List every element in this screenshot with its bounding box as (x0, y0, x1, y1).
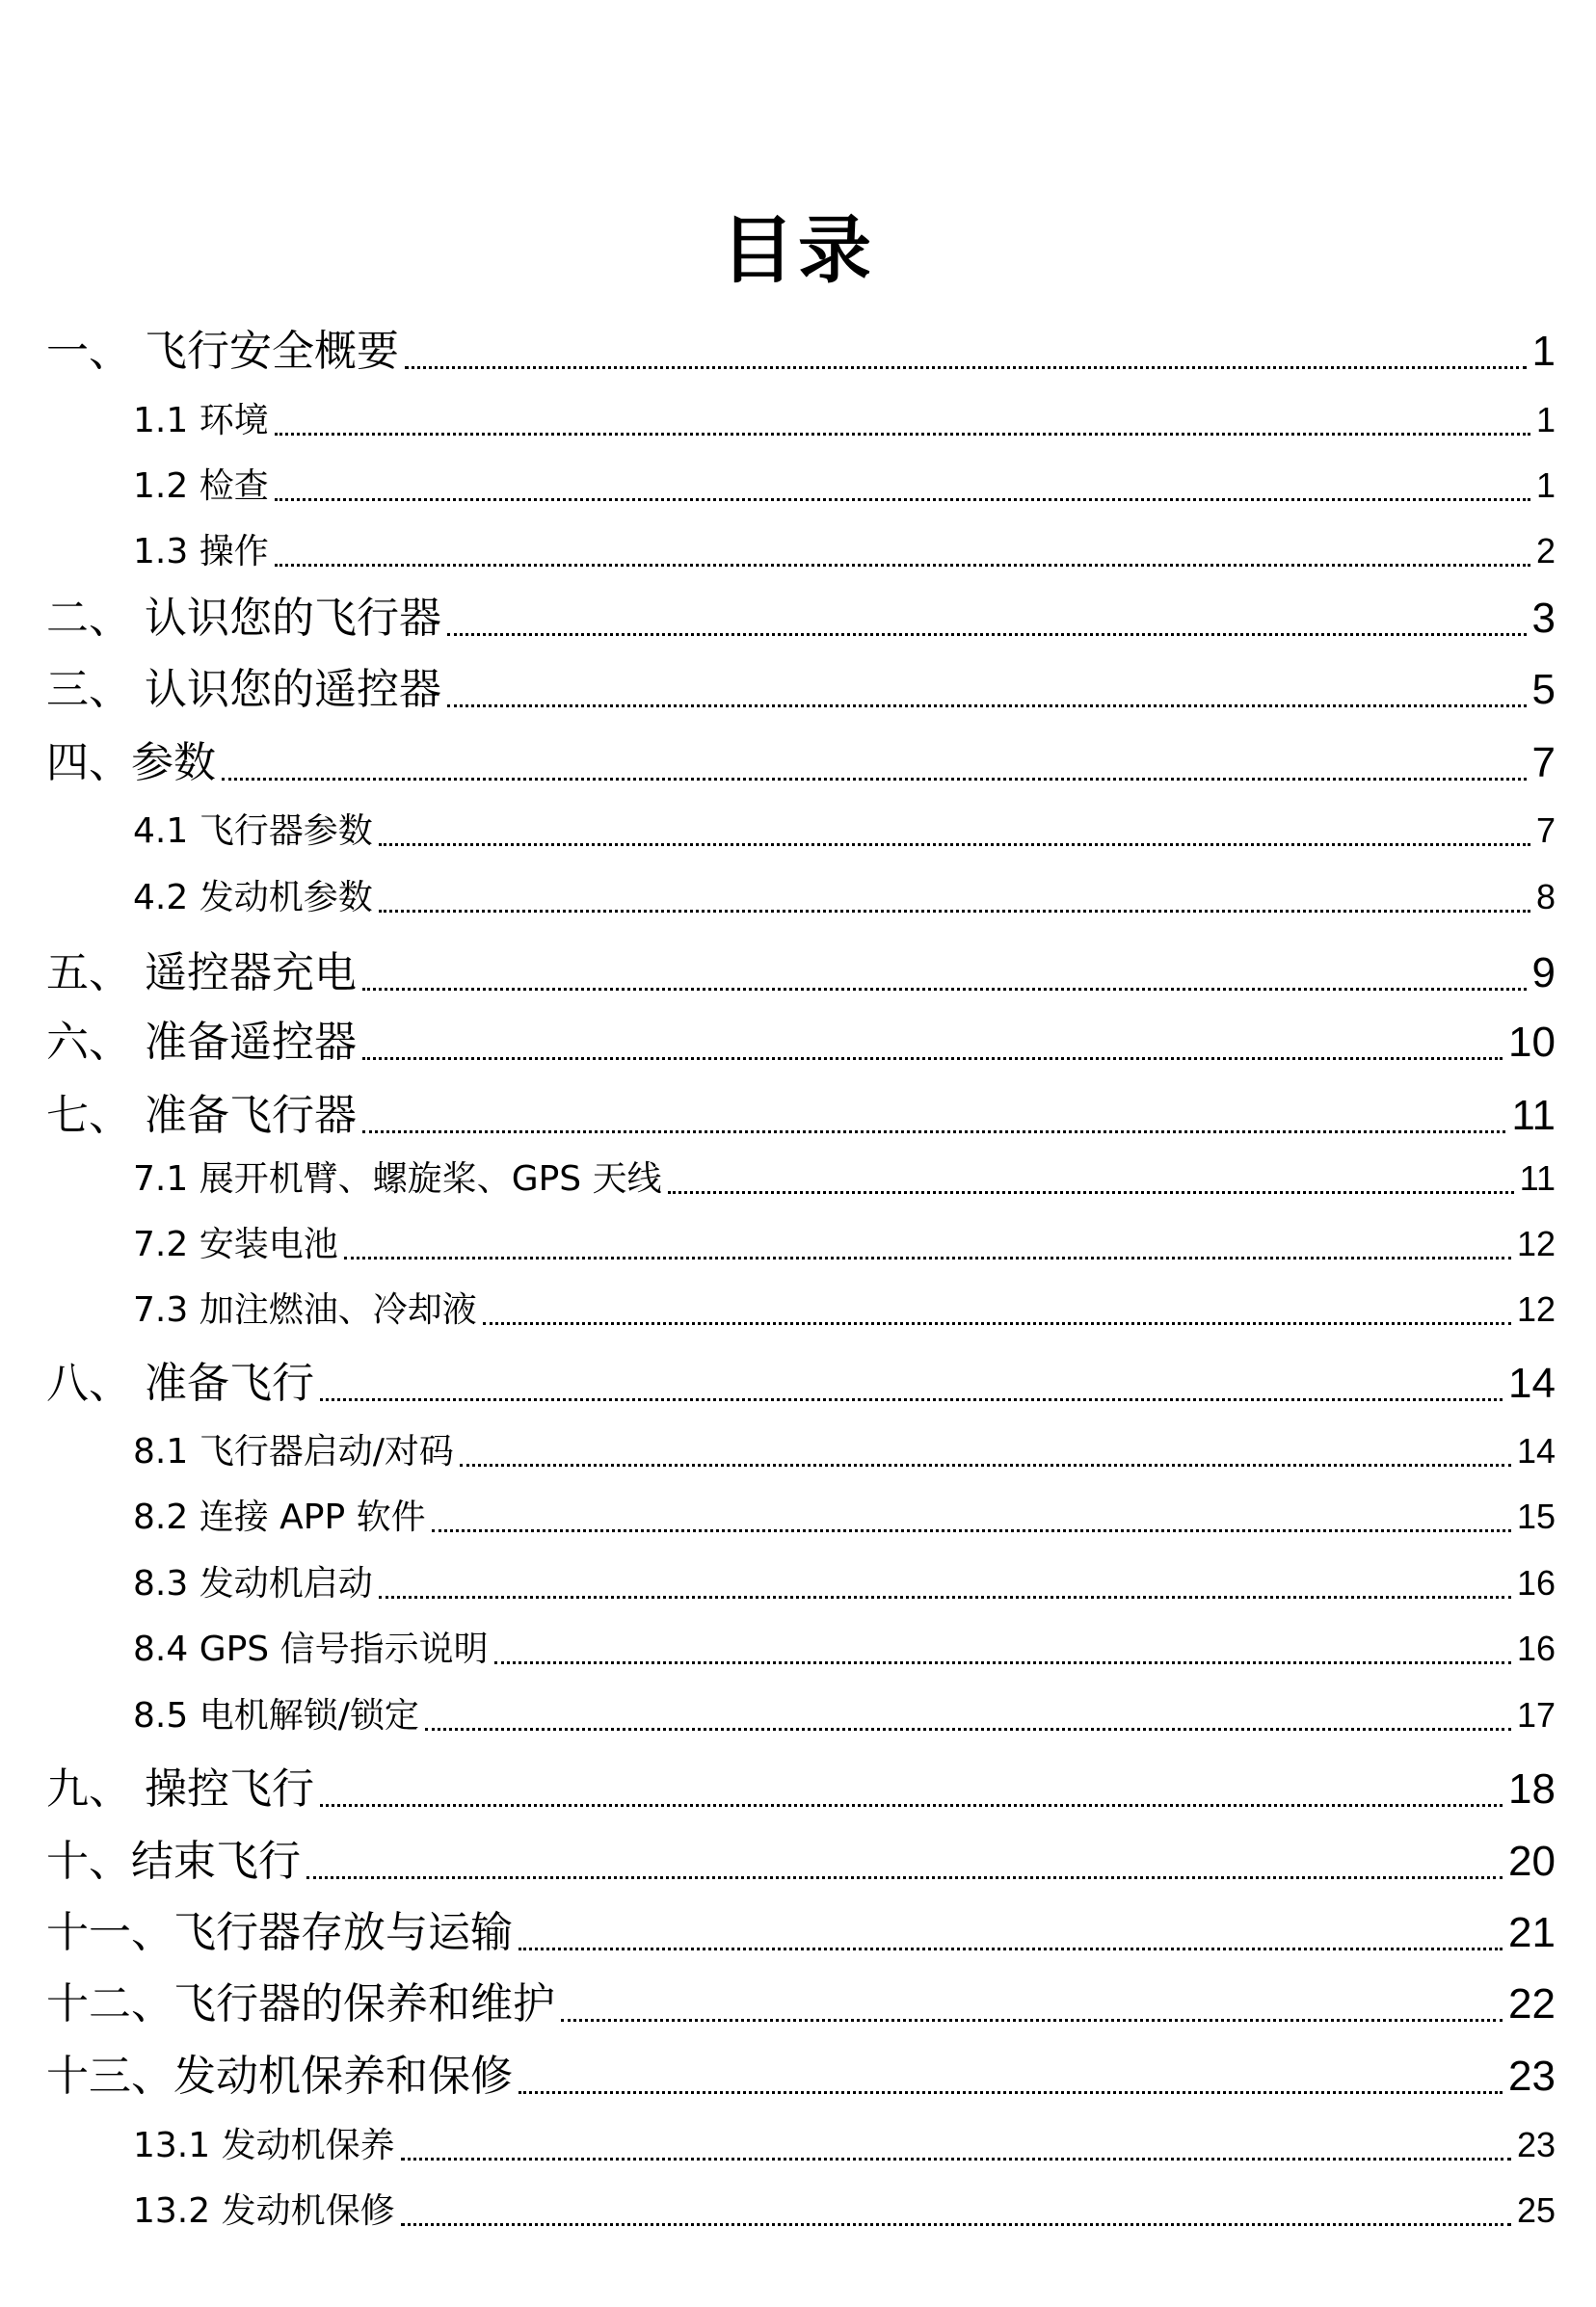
toc-entry-page-number: 14 (1516, 1431, 1556, 1471)
toc-chapter-entry[interactable] (46, 944, 1556, 1002)
toc-section-entry[interactable] (133, 461, 1556, 511)
toc-chapter-entry[interactable] (46, 1014, 1556, 1072)
toc-section-entry[interactable] (133, 2186, 1556, 2236)
toc-chapter-entry[interactable] (46, 1761, 1556, 1818)
toc-chapter-entry[interactable] (46, 1976, 1556, 2033)
toc-entry-page-number: 12 (1516, 1289, 1556, 1329)
toc-entry-label: 六、 准备遥控器 (46, 1018, 357, 1067)
toc-dot-leader (401, 2223, 1511, 2226)
toc-section-entry[interactable] (133, 872, 1556, 922)
toc-dot-leader (447, 704, 1527, 707)
toc-entry-label: 八、 准备飞行 (46, 1359, 314, 1408)
toc-dot-leader (447, 633, 1527, 636)
toc-entry-page-number: 1 (1535, 400, 1556, 439)
toc-entry-label: 二、 认识您的飞行器 (46, 594, 441, 643)
toc-dot-leader (379, 843, 1530, 846)
toc-entry-label: 1.1 环境 (133, 401, 269, 440)
toc-entry-label: 1.2 检查 (133, 466, 269, 506)
toc-dot-leader (425, 1728, 1511, 1731)
toc-entry-label: 7.2 安装电池 (133, 1225, 338, 1264)
toc-entry-page-number: 14 (1508, 1360, 1556, 1407)
toc-entry-label: 13.2 发动机保修 (133, 2191, 395, 2231)
toc-dot-leader (275, 498, 1530, 501)
toc-entry-label: 7.3 加注燃油、冷却液 (133, 1290, 477, 1330)
toc-entry-label: 五、 遥控器充电 (46, 948, 357, 997)
toc-dot-leader (320, 1398, 1503, 1401)
toc-chapter-entry[interactable] (46, 2048, 1556, 2106)
toc-entry-label: 十三、发动机保养和保修 (46, 2052, 513, 2101)
toc-entry-page-number: 21 (1508, 1909, 1556, 1956)
toc-entry-label: 四、参数 (46, 738, 216, 787)
toc-dot-leader (362, 1130, 1505, 1133)
toc-dot-leader (483, 1322, 1511, 1325)
toc-entry-page-number: 16 (1516, 1563, 1556, 1603)
toc-entry-label: 7.1 展开机臂、螺旋桨、GPS 天线 (133, 1159, 662, 1199)
toc-entry-label: 13.1 发动机保养 (133, 2126, 395, 2165)
toc-entry-page-number: 23 (1508, 2053, 1556, 2100)
toc-dot-leader (222, 778, 1527, 781)
toc-chapter-entry[interactable] (46, 734, 1556, 792)
toc-section-entry[interactable] (133, 526, 1556, 576)
toc-dot-leader (379, 1596, 1511, 1599)
toc-chapter-entry[interactable] (46, 1904, 1556, 1962)
toc-entry-page-number: 25 (1516, 2190, 1556, 2230)
toc-entry-label: 1.3 操作 (133, 532, 269, 571)
toc-section-entry[interactable] (133, 806, 1556, 856)
toc-dot-leader (362, 988, 1527, 991)
toc-entry-label: 8.2 连接 APP 软件 (133, 1498, 426, 1537)
toc-dot-leader (432, 1529, 1511, 1532)
toc-dot-leader (561, 2019, 1503, 2022)
toc-dot-leader (306, 1876, 1503, 1879)
toc-dot-leader (405, 366, 1527, 369)
toc-entry-page-number: 12 (1516, 1224, 1556, 1263)
toc-section-entry[interactable] (133, 1690, 1556, 1740)
toc-section-entry[interactable] (133, 1426, 1556, 1476)
toc-section-entry[interactable] (133, 1154, 1556, 1204)
toc-entry-page-number: 8 (1535, 877, 1556, 916)
toc-entry-page-number: 11 (1511, 1092, 1556, 1139)
toc-entry-label: 十、结束飞行 (46, 1837, 301, 1886)
toc-dot-leader (275, 564, 1530, 567)
toc-entry-page-number: 1 (1535, 465, 1556, 505)
toc-entry-label: 七、 准备飞行器 (46, 1091, 357, 1140)
toc-dot-leader (460, 1464, 1511, 1467)
toc-section-entry[interactable] (133, 395, 1556, 445)
toc-entry-page-number: 18 (1508, 1765, 1556, 1813)
toc-chapter-entry[interactable] (46, 1087, 1556, 1145)
toc-entry-page-number: 15 (1516, 1497, 1556, 1536)
toc-section-entry[interactable] (133, 1285, 1556, 1335)
toc-entry-label: 一、 飞行安全概要 (46, 327, 399, 376)
toc-entry-page-number: 20 (1508, 1838, 1556, 1885)
toc-entry-label: 8.4 GPS 信号指示说明 (133, 1630, 489, 1669)
toc-entry-page-number: 7 (1531, 739, 1556, 786)
toc-dot-leader (379, 910, 1530, 913)
toc-chapter-entry[interactable] (46, 590, 1556, 648)
toc-entry-page-number: 16 (1516, 1629, 1556, 1668)
toc-entry-page-number: 23 (1516, 2125, 1556, 2164)
toc-entry-page-number: 2 (1535, 531, 1556, 570)
toc-dot-leader (494, 1661, 1511, 1664)
toc-entry-page-number: 5 (1531, 666, 1556, 713)
toc-dot-leader (519, 1948, 1503, 1950)
toc-dot-leader (668, 1191, 1514, 1194)
toc-entry-page-number: 17 (1516, 1695, 1556, 1735)
toc-entry-label: 8.1 飞行器启动/对码 (133, 1432, 454, 1472)
toc-entry-page-number: 7 (1535, 810, 1556, 850)
toc-entry-label: 8.5 电机解锁/锁定 (133, 1696, 419, 1736)
toc-chapter-entry[interactable] (46, 1355, 1556, 1413)
toc-section-entry[interactable] (133, 1219, 1556, 1269)
page-title: 目录 (721, 207, 875, 293)
toc-entry-label: 九、 操控飞行 (46, 1764, 314, 1814)
toc-section-entry[interactable] (133, 1624, 1556, 1674)
toc-chapter-entry[interactable] (46, 323, 1556, 381)
toc-dot-leader (362, 1057, 1503, 1060)
toc-chapter-entry[interactable] (46, 661, 1556, 719)
toc-dot-leader (519, 2091, 1503, 2094)
toc-dot-leader (275, 433, 1530, 436)
toc-entry-label: 十二、飞行器的保养和维护 (46, 1979, 555, 2029)
toc-dot-leader (401, 2158, 1511, 2161)
toc-dot-leader (320, 1804, 1503, 1807)
toc-entry-page-number: 22 (1508, 1980, 1556, 2028)
toc-entry-label: 8.3 发动机启动 (133, 1564, 373, 1604)
toc-entry-page-number: 3 (1531, 595, 1556, 642)
toc-entry-label: 十一、飞行器存放与运输 (46, 1908, 513, 1957)
toc-entry-label: 4.2 发动机参数 (133, 878, 373, 917)
toc-entry-page-number: 9 (1531, 949, 1556, 996)
toc-entry-page-number: 11 (1519, 1158, 1556, 1198)
toc-chapter-entry[interactable] (46, 1833, 1556, 1891)
toc-section-entry[interactable] (133, 2120, 1556, 2170)
toc-dot-leader (344, 1257, 1511, 1260)
toc-entry-page-number: 1 (1531, 328, 1556, 375)
toc-entry-label: 4.1 飞行器参数 (133, 811, 373, 851)
toc-section-entry[interactable] (133, 1492, 1556, 1542)
toc-section-entry[interactable] (133, 1558, 1556, 1608)
toc-entry-page-number: 10 (1508, 1019, 1556, 1066)
toc-entry-label: 三、 认识您的遥控器 (46, 665, 441, 714)
